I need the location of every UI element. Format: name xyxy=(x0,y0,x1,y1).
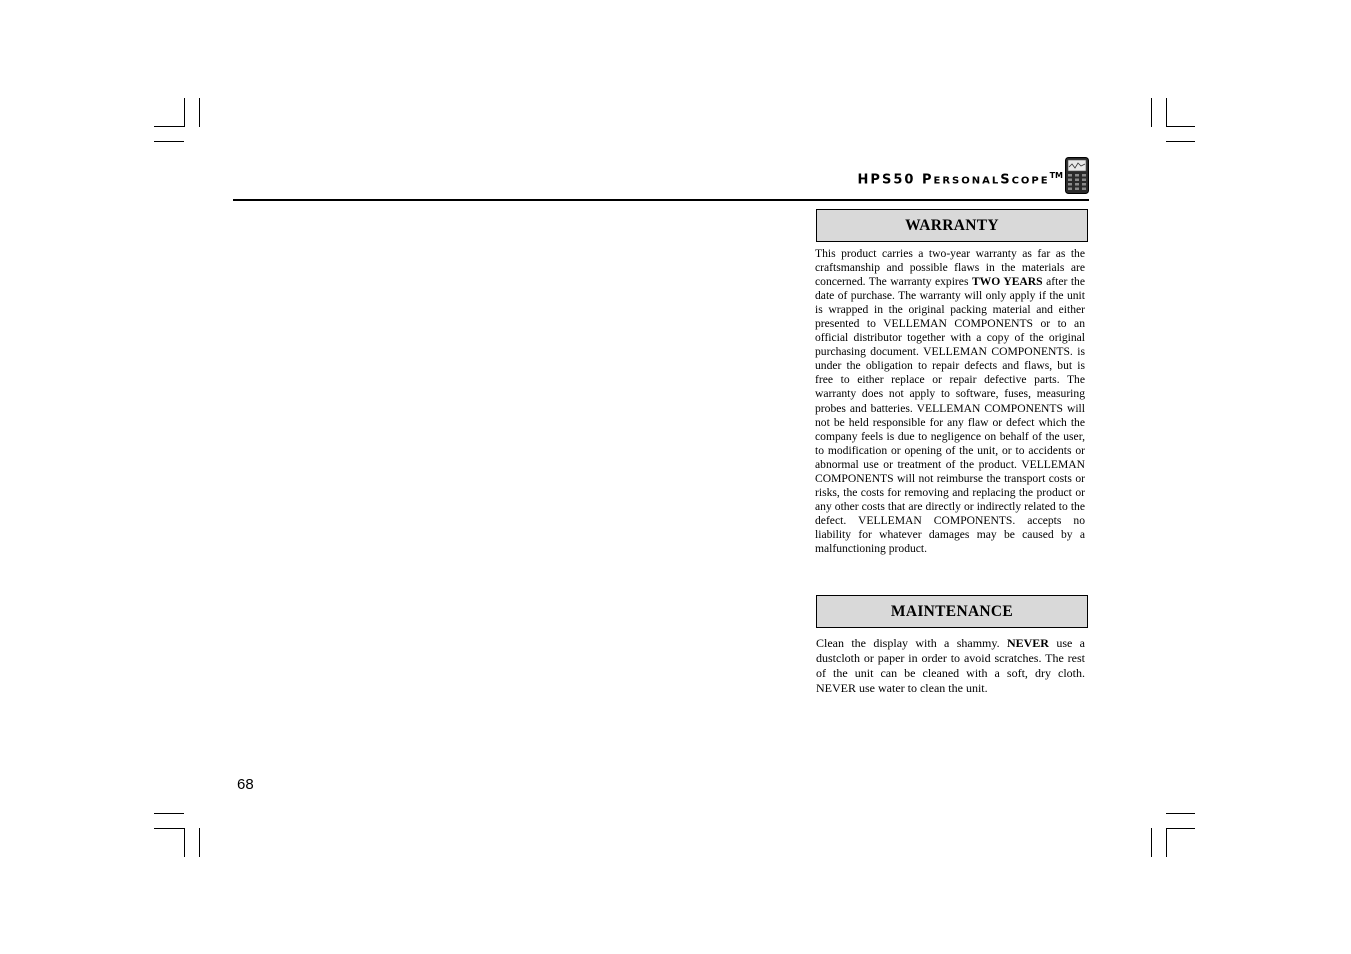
title-prefix: HPS50 xyxy=(857,172,916,188)
oscilloscope-device-icon xyxy=(1065,157,1089,194)
warranty-heading xyxy=(816,209,1088,242)
crop-mark xyxy=(154,828,184,829)
title-s: S xyxy=(1000,172,1012,188)
crop-mark xyxy=(1151,828,1152,857)
warranty-text-part2: after the date of purchase. The warranty will only apply if the unit is wrapped in the original packing material and either presented to VELLEMAN COMPONENTS or to an official distributor together with a copy of the original purchasing document. VELLEMAN COMPONENTS. is under the obligation to repair defects and flaws, but is free to either replace or repair defective parts. The warranty does not apply to software, fuses, measuring probes and batteries. VELLEMAN COMPONENTS will not be held responsible for any flaw or defect which the company feels is due to negligence on behalf of the user, to modification or opening of the unit, or to accidents or abnormal use or treatment of the product. VELLEMAN COMPONENTS will not reimburse the transport costs or risks, the costs for removing and replacing the product or any other costs that are directly or indirectly related to the defect. VELLEMAN COMPONENTS. accepts no liability for whatever damages may be caused by a malfunctioning product. xyxy=(815,275,1085,555)
maintenance-text-bold: NEVER xyxy=(1006,636,1049,650)
maintenance-paragraph xyxy=(816,636,1085,696)
warranty-text-part1: This product carries a two-year warranty as far as the craftsmanship and possible flaws in the materials are concerned. The warranty expires xyxy=(815,247,1085,289)
maintenance-heading xyxy=(816,595,1088,628)
crop-mark xyxy=(1151,98,1152,127)
crop-mark xyxy=(1166,141,1195,142)
header-title xyxy=(858,171,1063,187)
crop-mark xyxy=(199,828,200,857)
page-number: 68 xyxy=(237,776,254,793)
title-cope: COPE xyxy=(1011,175,1050,187)
maintenance-text-part2: use a dustcloth or paper in order to avoid scratches. The rest of the unit can be cleaned with a soft, dry cloth. NEVER use water to clean the unit. xyxy=(816,636,1086,695)
header-rule xyxy=(233,199,1089,201)
crop-mark xyxy=(1166,126,1195,127)
crop-mark xyxy=(199,98,200,127)
crop-mark xyxy=(184,98,185,127)
title-ersonal: ERSONAL xyxy=(933,175,1001,187)
crop-mark xyxy=(154,126,184,127)
crop-mark xyxy=(1166,813,1195,814)
crop-mark xyxy=(154,141,184,142)
crop-mark xyxy=(1166,98,1167,127)
warranty-paragraph xyxy=(815,247,1085,556)
crop-mark xyxy=(184,828,185,857)
maintenance-text-part1: Clean the display with a shammy. xyxy=(816,636,1007,650)
crop-mark xyxy=(1166,828,1195,829)
warranty-text-bold: TWO YEARS xyxy=(971,275,1043,289)
title-p: P xyxy=(921,172,934,188)
trademark-mark: TM xyxy=(1049,171,1063,180)
crop-mark xyxy=(1166,828,1167,857)
maintenance-heading-text: MAINTENANCE xyxy=(890,602,1014,620)
crop-mark xyxy=(154,813,184,814)
warranty-heading-text: WARRANTY xyxy=(905,216,999,234)
